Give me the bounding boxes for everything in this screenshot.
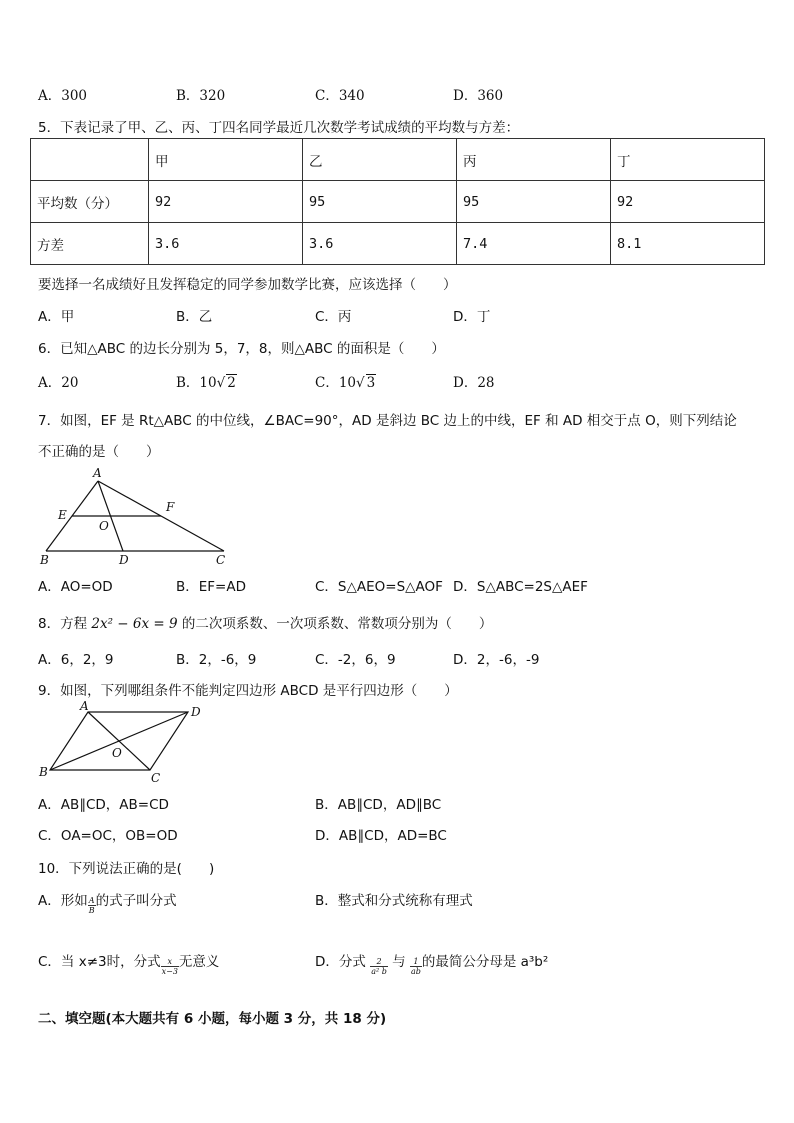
table-cell: 3.6 [149, 223, 303, 265]
q5-options [38, 305, 758, 327]
fraction-denominator: B [88, 905, 95, 915]
q7-option-d: D．S△ABC=2S△AEF [453, 579, 588, 595]
q7-options [38, 575, 758, 597]
table-row [31, 139, 765, 181]
fraction-numerator: 1 [410, 957, 422, 967]
q5-option-b: B．乙 [176, 309, 213, 325]
sqrt-symbol: √ [216, 375, 226, 391]
q5-score-table [30, 138, 765, 265]
q10-option-c-suffix: 无意义 [178, 954, 220, 970]
label-e: E [58, 508, 67, 522]
q8-options [38, 648, 758, 670]
q10-option-d [315, 950, 549, 976]
q8-equation: 2x² − 6x = 9 [91, 616, 178, 632]
q10-option-a [38, 889, 177, 915]
q10-stem: 10．下列说法正确的是( ) [38, 861, 215, 877]
q9-option-b: B．AB∥CD，AD∥BC [315, 797, 442, 813]
q9-options-row1 [38, 793, 758, 815]
q5-option-c: C．丙 [315, 309, 352, 325]
label-o: O [99, 519, 109, 533]
table-cell: 7.4 [457, 223, 611, 265]
q7-option-a: A．AO=OD [38, 579, 113, 595]
label-b: B [40, 553, 49, 567]
table-header-bing: 丙 [457, 139, 611, 181]
q4-option-a: A．300 [38, 88, 88, 104]
q5-option-d: D．丁 [453, 309, 491, 325]
q5-stem: 5．下表记录了甲、乙、丙、丁四名同学最近几次数学考试成绩的平均数与方差： [38, 120, 520, 136]
q10-option-a-prefix: A．形如 [38, 893, 88, 909]
q6-option-b-coef: B．10 [176, 375, 217, 391]
q10-option-b: B．整式和分式统称有理式 [315, 893, 473, 909]
fraction-numerator: A [88, 895, 95, 905]
q6-option-c-radicand: 3 [366, 375, 376, 391]
fraction-denominator: x−3 [161, 966, 178, 976]
q9-options-row2 [38, 824, 758, 846]
q10-option-d-prefix: D．分式 [315, 954, 366, 970]
q9-option-c: C．OA=OC，OB=OD [38, 828, 178, 844]
label-c: C [151, 771, 161, 785]
q6-option-a: A．20 [38, 375, 79, 391]
q8-stem [38, 612, 492, 632]
q6-option-b [176, 371, 237, 391]
q7-option-b: B．EF=AD [176, 579, 246, 595]
label-f: F [166, 500, 175, 514]
table-cell: 8.1 [611, 223, 765, 265]
q7-triangle-figure [36, 466, 236, 570]
q10-options-row1 [38, 889, 758, 925]
q6-option-c [315, 371, 376, 391]
fraction-denominator: a² b [371, 966, 387, 976]
q5-option-a: A．甲 [38, 309, 75, 325]
q9-option-a: A．AB∥CD，AB=CD [38, 797, 169, 813]
table-cell: 92 [611, 181, 765, 223]
q10-option-c [38, 950, 220, 976]
q8-option-b: B．2，-6，9 [176, 652, 257, 668]
q4-option-c: C．340 [315, 88, 365, 104]
q6-option-c-coef: C．10 [315, 375, 357, 391]
table-header-ding: 丁 [611, 139, 765, 181]
q4-option-b: B．320 [176, 88, 226, 104]
q4-options [38, 84, 758, 106]
q6-options [38, 371, 758, 393]
label-b: B [39, 765, 48, 779]
q10-option-d-mid: 与 [392, 954, 406, 970]
table-cell [31, 139, 149, 181]
table-header-jia: 甲 [149, 139, 303, 181]
q10-options-row2 [38, 950, 758, 986]
q7-stem-line2: 不正确的是（ ） [38, 444, 160, 460]
q8-option-c: C．-2，6，9 [315, 652, 396, 668]
q9-stem: 9．如图，下列哪组条件不能判定四边形 ABCD 是平行四边形（ ） [38, 683, 458, 699]
q8-stem-prefix: 8．方程 [38, 616, 92, 632]
q10-option-a-suffix: 的式子叫分式 [95, 893, 177, 909]
section-2-heading: 二、填空题(本大题共有 6 小题，每小题 3 分，共 18 分) [38, 1011, 387, 1027]
label-o: O [112, 746, 122, 760]
sqrt-symbol: √ [356, 375, 365, 391]
table-cell: 92 [149, 181, 303, 223]
table-header-yi: 乙 [303, 139, 457, 181]
label-d: D [191, 705, 201, 719]
q9-option-d: D．AB∥CD，AD=BC [315, 828, 447, 844]
q7-option-c: C．S△AEO=S△AOF [315, 579, 443, 595]
q6-stem: 6．已知△ABC 的边长分别为 5，7，8，则△ABC 的面积是（ ） [38, 341, 445, 357]
diagonal-bd [50, 712, 188, 770]
table-cell: 95 [303, 181, 457, 223]
q10-option-c-prefix: C．当 x≠3时，分式 [38, 954, 161, 970]
fraction-1-over-ab [410, 957, 422, 976]
label-a: A [80, 700, 89, 713]
table-cell: 95 [457, 181, 611, 223]
fraction-numerator: x [161, 957, 179, 967]
label-c: C [216, 553, 226, 567]
q6-option-d: D．28 [453, 375, 495, 391]
label-a: A [93, 466, 102, 480]
q7-stem-line1: 7．如图，EF 是 Rt△ABC 的中位线，∠BAC=90°，AD 是斜边 BC 边上的中线，EF 和 AD 相交于点 O，则下列结论 [38, 413, 737, 429]
q4-option-d: D．360 [453, 88, 504, 104]
q8-stem-suffix: 的二次项系数、一次项系数、常数项分别为（ ） [177, 616, 493, 632]
label-d: D [119, 553, 129, 567]
q10-option-d-suffix: 的最简公分母是 a³b² [421, 954, 549, 970]
q6-option-b-radicand: 2 [227, 375, 236, 391]
table-row [31, 223, 765, 265]
fraction-numerator: 2 [370, 957, 388, 967]
fraction-2-over-a2b [370, 957, 388, 976]
q8-option-a: A．6，2，9 [38, 652, 114, 668]
fraction-x-over-x-minus-3 [161, 957, 179, 976]
table-row [31, 181, 765, 223]
table-row-label-mean: 平均数（分） [31, 181, 149, 223]
fraction-denominator: ab [410, 966, 421, 976]
q5-question: 要选择一名成绩好且发挥稳定的同学参加数学比赛，应该选择（ ） [38, 277, 457, 293]
table-cell: 3.6 [303, 223, 457, 265]
fraction-a-over-b [88, 896, 96, 915]
table-row-label-variance: 方差 [31, 223, 149, 265]
q8-option-d: D．2，-6，-9 [453, 652, 540, 668]
q9-parallelogram-figure [36, 700, 212, 786]
